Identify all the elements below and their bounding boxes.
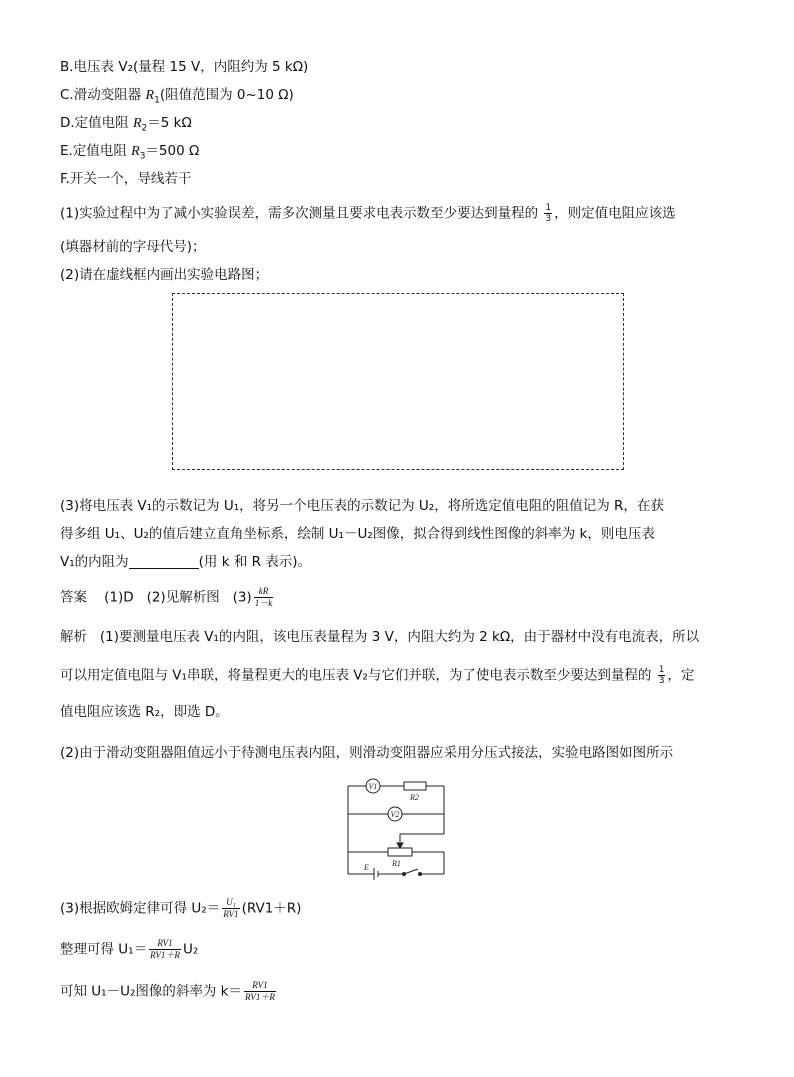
- analysis-p1-fraction: $\frac{1}{3}$: [658, 665, 665, 686]
- item-b: B.电压表 V₂(量程 15 V，内阻约为 5 kΩ): [60, 59, 309, 75]
- analysis-p1-line2: [60, 665, 694, 686]
- item-c: [60, 86, 294, 110]
- circuit-drawing-box: [172, 293, 624, 470]
- analysis-p3-text: (3)根据欧姆定律可得 U₂＝: [60, 900, 221, 917]
- r1-label: R1: [392, 859, 401, 868]
- question-1-line2: (填器材前的字母代号)；: [60, 239, 206, 255]
- question-1: [60, 203, 676, 224]
- item-e-text: E.定值电阻: [60, 143, 132, 159]
- analysis-p3-fraction: $\frac{\text{U₁}}{RV1}$: [223, 897, 239, 919]
- item-d-sub: 2: [141, 123, 148, 134]
- question-3-line2: 得多组 U₁、U₂的值后建立直角坐标系，绘制 U₁－U₂图像，拟合得到线性图像的斜率为 k，则电压表: [60, 526, 655, 542]
- analysis-p4-suffix: U₂: [182, 941, 199, 958]
- analysis-p3: [60, 897, 301, 920]
- answer-2: (2)见解析图: [146, 589, 220, 606]
- item-d-value: ＝5 kΩ: [147, 115, 192, 131]
- question-1-suffix: ，则定值电阻应该选: [554, 205, 676, 222]
- rheostat-r1-icon: [388, 848, 412, 856]
- v2-label: V2: [390, 810, 400, 819]
- question-2: (2)请在虚线框内画出实验电路图；: [60, 267, 269, 283]
- question-3-text: V₁的内阻为: [60, 554, 129, 570]
- analysis-p3-suffix: (RV1＋R): [241, 900, 302, 917]
- answer-3-fraction: $\frac{kR}{1-k}$: [254, 586, 273, 608]
- analysis-p4: [60, 938, 198, 961]
- item-e-var: R: [131, 144, 140, 159]
- analysis-p4-fraction: $\frac{RV1}{RV1+R}$: [150, 938, 180, 960]
- answer-3-prefix: (3): [232, 589, 252, 606]
- item-c-var: R: [145, 88, 155, 103]
- slider-arrow-icon: [397, 843, 403, 848]
- item-e: [60, 142, 199, 166]
- item-d-text: D.定值电阻: [60, 115, 133, 131]
- item-c-text: C.滑动变阻器: [60, 87, 146, 103]
- analysis-p1-line1: [60, 628, 699, 646]
- item-f: F.开关一个，导线若干: [60, 171, 192, 187]
- analysis-p1-text: (1)要测量电压表 V₁的内阻，该电压表量程为 3 V，内阻大约为 2 kΩ，由于器材中没有电流表，所以: [99, 629, 700, 645]
- switch-icon: [404, 869, 418, 874]
- analysis-p2: (2)由于滑动变阻器阻值远小于待测电压表内阻，则滑动变阻器应采用分压式接法，实验电路图如图所示: [60, 745, 674, 761]
- item-c-range: (阻值范围为 0~10 Ω): [159, 87, 294, 103]
- analysis-p4-text: 整理可得 U₁＝: [60, 941, 148, 958]
- e-label: E: [364, 863, 369, 872]
- item-d-var: R: [132, 116, 142, 131]
- question-3-line1: (3)将电压表 V₁的示数记为 U₁，将另一个电压表的示数记为 U₂，将所选定值电阻的阻值记为 R，在获: [60, 498, 664, 514]
- answer-label: 答案: [60, 589, 87, 606]
- circuit-diagram: [340, 772, 452, 882]
- analysis-p1-line3: 值电阻应该选 R₂，即选 D。: [60, 704, 229, 720]
- question-1-text: (1)实验过程中为了减小实验误差，需多次测量且要求电表示数至少要达到量程的: [60, 205, 539, 222]
- r2-label: R2: [410, 793, 419, 802]
- answer-1: (1)D: [104, 589, 134, 606]
- answer-blank: [129, 554, 199, 569]
- item-e-value: ＝500 Ω: [145, 143, 200, 159]
- analysis-p5-fraction: $\frac{RV1}{RV1+R}$: [245, 980, 275, 1002]
- answer-line: [60, 586, 275, 609]
- question-1-fraction: $\frac{1}{3}$: [545, 203, 552, 224]
- item-e-sub: 3: [139, 151, 146, 162]
- analysis-p5-text: 可知 U₁－U₂图像的斜率为 k＝: [60, 983, 242, 1000]
- analysis-p5: [60, 980, 278, 1003]
- v1-label: V1: [368, 782, 378, 791]
- analysis-p1-line2-text: 可以用定值电阻与 V₁串联，将量程更大的电压表 V₂与它们并联，为了使电表示数至少要达到量程的: [60, 667, 652, 684]
- analysis-p1-line2-suffix: ，定: [667, 667, 695, 684]
- item-c-sub: 1: [154, 95, 160, 106]
- item-d: [60, 114, 192, 138]
- resistor-r2-icon: [404, 782, 426, 790]
- analysis-label: 解析: [60, 629, 87, 645]
- question-3-suffix: (用 k 和 R 表示)。: [198, 554, 312, 570]
- question-3-line3: [60, 553, 311, 571]
